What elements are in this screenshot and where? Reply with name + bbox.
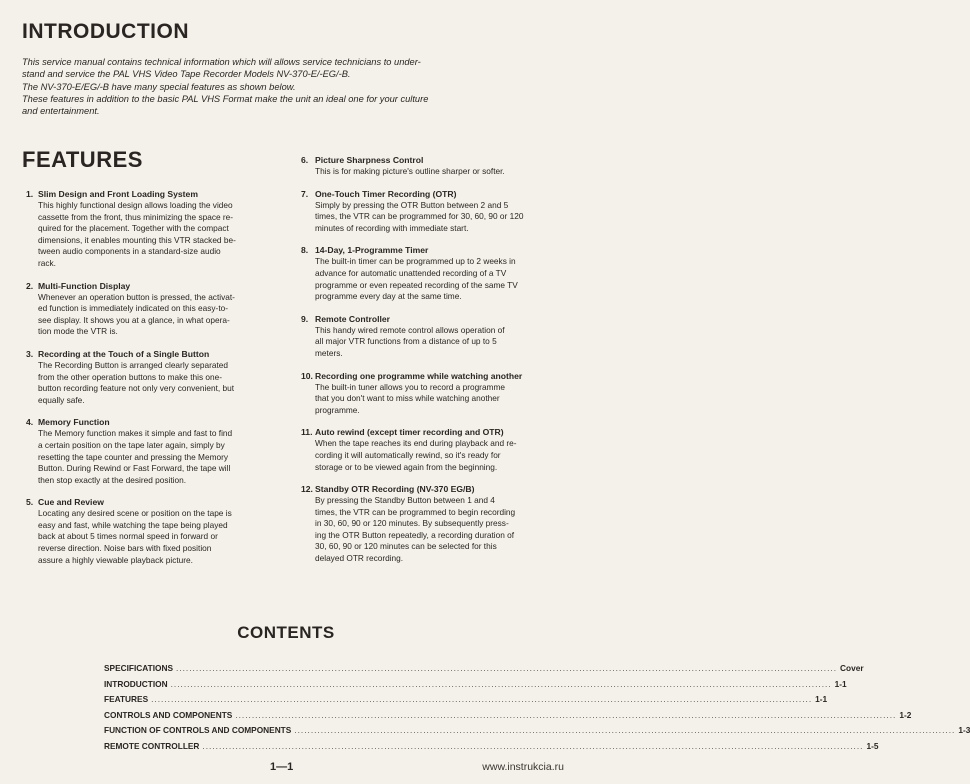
feature-text-line: back at about 5 times normal speed in forward or <box>38 531 218 542</box>
feature-heading <box>301 483 559 495</box>
intro-line: stand and service the PAL VHS Video Tape Recorder Models NV-370-E/-EG/-B. <box>22 69 351 80</box>
toc-entry <box>104 708 912 724</box>
feature-text-line: 30, 60, 90 or 120 minutes can be selected for this <box>315 541 497 552</box>
feature-item <box>301 370 559 417</box>
toc-entry-page: 1-3 <box>958 725 970 736</box>
toc-entry-page: 1-5 <box>866 740 879 751</box>
feature-text-line: times, the VTR can be programmed to begin recording <box>315 506 516 517</box>
feature-number: 5. <box>26 497 34 508</box>
feature-number: 3. <box>26 348 34 359</box>
features-left-column <box>26 188 286 576</box>
feature-heading <box>26 348 286 360</box>
feature-description <box>301 382 559 417</box>
feature-text-line: times, the VTR can be programmed for 30, 60, 90 or 120 <box>315 211 524 222</box>
feature-text-line: delayed OTR recording. <box>315 553 404 564</box>
feature-number: 9. <box>301 313 309 324</box>
feature-text-line: By pressing the Standby Button between 1 and 4 <box>315 495 495 506</box>
features-heading: FEATURES <box>22 147 143 172</box>
intro-line: and entertainment. <box>22 106 100 117</box>
feature-heading <box>301 370 559 382</box>
feature-text-line: a certain position on the tape later again, simply by <box>38 439 225 450</box>
feature-text-line: equally safe. <box>38 394 85 405</box>
feature-text-line: programme or even repeated recording of the same TV <box>315 279 518 290</box>
feature-title: Auto rewind (except timer recording and OTR) <box>315 427 504 438</box>
toc-entry <box>104 723 970 739</box>
feature-text-line: then stop exactly at the desired position. <box>38 474 187 485</box>
feature-text-line: The Recording Button is arranged clearly separated <box>38 359 229 370</box>
feature-heading <box>301 154 559 166</box>
feature-description <box>301 166 559 178</box>
feature-title: Slim Design and Front Loading System <box>38 189 198 199</box>
feature-text-line: This handy wired remote control allows operation of <box>315 324 505 335</box>
feature-text-line: This highly functional design allows loading the video <box>38 200 233 210</box>
feature-heading <box>26 280 286 292</box>
feature-number: 6. <box>301 155 309 165</box>
toc-entry <box>104 739 879 755</box>
feature-text-line: meters. <box>315 347 343 358</box>
feature-text-line: When the tape reaches its end during playback and re- <box>315 438 517 449</box>
feature-title: Picture Sharpness Control <box>315 155 424 165</box>
feature-text-line: This is for making picture's outline sharper or softer. <box>315 166 505 176</box>
feature-text-line: reverse direction. Noise bars with fixed position <box>38 543 212 554</box>
feature-item <box>26 496 286 566</box>
feature-text-line: assure a highly viewable playback picture. <box>38 554 193 565</box>
watermark-url: www.instrukcia.ru <box>482 761 564 773</box>
toc-entry-page: 1-1 <box>834 678 847 689</box>
feature-text-line: easy and fast, while watching the tape being played <box>38 519 228 530</box>
feature-item <box>301 313 559 360</box>
feature-item <box>26 188 286 270</box>
feature-title: Recording at the Touch of a Single Button <box>38 348 210 359</box>
intro-line: This service manual contains technical information which will allows service technicians to under- <box>22 57 421 67</box>
feature-text-line: ed function is immediately indicated on this easy-to- <box>38 303 229 314</box>
feature-heading <box>301 188 559 200</box>
feature-description <box>301 495 559 565</box>
feature-description <box>26 292 286 338</box>
contents-heading: CONTENTS <box>237 623 335 642</box>
toc-entry-page: Cover <box>840 663 864 673</box>
features-right-column <box>301 154 559 575</box>
feature-text-line: quired for the placement. Together with the compact <box>38 223 229 234</box>
feature-item <box>301 426 559 473</box>
toc-entry-page: 1-2 <box>899 709 912 720</box>
toc-entry-label: SPECIFICATIONS <box>104 663 173 673</box>
feature-number: 4. <box>26 417 34 428</box>
toc-leader-dots: ........................................................................................................................................................................................................ <box>235 709 897 720</box>
toc-leader-dots: ........................................................................................................................................................................................................ <box>202 740 864 751</box>
feature-description <box>301 325 559 360</box>
feature-description <box>26 428 286 486</box>
toc-leader-dots: ........................................................................................................................................................................................................ <box>151 694 813 705</box>
feature-heading <box>26 188 286 200</box>
toc-entry-label: REMOTE CONTROLLER <box>104 740 200 751</box>
introduction-heading: INTRODUCTION <box>22 20 189 43</box>
feature-title: Memory Function <box>38 417 110 428</box>
toc-entry-page: 1-1 <box>815 694 828 705</box>
feature-item <box>301 483 559 565</box>
feature-heading <box>26 416 286 428</box>
feature-text-line: The Memory function makes it simple and fast to find <box>38 428 233 439</box>
toc-entry-label: FEATURES <box>104 694 149 705</box>
feature-description <box>301 200 559 235</box>
feature-item <box>301 244 559 302</box>
feature-heading <box>301 244 559 256</box>
intro-line: The NV-370-E/EG/-B have many special features as shown below. <box>22 81 296 92</box>
page-number: 1—1 <box>270 761 294 773</box>
feature-title: Recording one programme while watching another <box>315 370 523 381</box>
feature-heading <box>301 426 559 438</box>
feature-description <box>301 256 559 302</box>
intro-line: These features in addition to the basic PAL VHS Format make the unit an ideal one for your culture <box>22 93 429 104</box>
feature-heading <box>26 496 286 508</box>
feature-description <box>26 508 286 566</box>
feature-text-line: programme every day at the same time. <box>315 291 462 302</box>
feature-description <box>26 360 286 406</box>
feature-number: 1. <box>26 189 34 199</box>
feature-text-line: from the other operation buttons to make this one- <box>38 371 223 382</box>
feature-title: One-Touch Timer Recording (OTR) <box>315 188 457 199</box>
feature-text-line: resetting the tape counter and pressing the Memory <box>38 451 229 462</box>
feature-text-line: all major VTR functions from a distance of up to 5 <box>315 336 497 347</box>
feature-text-line: tween audio components in a standard-size audio <box>38 246 221 257</box>
feature-text-line: cassette from the front, thus minimizing the space re- <box>38 211 234 222</box>
toc-entry <box>104 692 828 708</box>
toc-entry-label: INTRODUCTION <box>104 678 168 689</box>
feature-text-line: The built-in timer can be programmed up to 2 weeks in <box>315 256 516 267</box>
feature-text-line: ing the OTR Button repeatedly, a recording duration of <box>315 529 515 540</box>
introduction-text <box>22 56 552 117</box>
feature-text-line: The built-in tuner allows you to record a programme <box>315 381 505 392</box>
feature-number: 11. <box>301 427 313 438</box>
feature-text-line: storage or to be viewed again from the beginning. <box>315 461 498 472</box>
feature-title: Cue and Review <box>38 497 104 508</box>
feature-number: 12. <box>301 484 313 495</box>
feature-description <box>26 200 286 270</box>
toc-entry <box>104 677 847 693</box>
feature-text-line: in 30, 60, 90 or 120 minutes. By subsequently press- <box>315 518 509 529</box>
toc-leader-dots: ........................................................................................................................................................................................................ <box>294 725 956 736</box>
feature-item <box>301 188 559 235</box>
toc-entry-label: FUNCTION OF CONTROLS AND COMPONENTS <box>104 725 292 736</box>
feature-title: Multi-Function Display <box>38 280 131 291</box>
feature-number: 8. <box>301 245 309 256</box>
feature-text-line: see display. It shows you at a glance, in what opera- <box>38 314 230 325</box>
feature-heading <box>301 313 559 325</box>
feature-text-line: rack. <box>38 257 56 268</box>
feature-title: Standby OTR Recording (NV-370 EG/B) <box>315 484 475 495</box>
toc-entry <box>104 661 864 677</box>
feature-text-line: Whenever an operation button is pressed, the activat- <box>38 291 235 302</box>
feature-text-line: tion mode the VTR is. <box>38 326 118 337</box>
feature-item <box>26 280 286 338</box>
feature-text-line: cording it will automatically rewind, so it's ready for <box>315 449 501 460</box>
feature-text-line: button recording feature not only very convenient, but <box>38 383 235 394</box>
feature-text-line: programme. <box>315 404 360 415</box>
feature-number: 2. <box>26 280 34 291</box>
feature-title: Remote Controller <box>315 313 390 324</box>
feature-text-line: minutes of recording with immediate start. <box>315 222 469 233</box>
feature-item <box>301 154 559 178</box>
feature-item <box>26 348 286 406</box>
toc-leader-dots: ........................................................................................................................................................................................................ <box>170 678 832 689</box>
feature-text-line: advance for automatic unattended recording of a TV <box>315 267 507 278</box>
feature-text-line: that you don't want to miss while watching another <box>315 393 500 404</box>
feature-text-line: Button. During Rewind or Fast Forward, the tape will <box>38 463 231 474</box>
table-of-contents <box>104 661 970 755</box>
feature-item <box>26 416 286 486</box>
feature-text-line: Simply by pressing the OTR Button between 2 and 5 <box>315 199 509 210</box>
feature-text-line: Locating any desired scene or position on the tape is <box>38 508 232 519</box>
feature-text-line: dimensions, it enables mounting this VTR stacked be- <box>38 234 236 245</box>
feature-number: 10. <box>301 370 313 381</box>
feature-number: 7. <box>301 188 309 199</box>
feature-description <box>301 438 559 473</box>
toc-entry-label: CONTROLS AND COMPONENTS <box>104 709 233 720</box>
feature-title: 14-Day, 1-Programme Timer <box>315 245 429 256</box>
toc-leader-dots: ........................................................................................................................................................................................................ <box>176 663 838 673</box>
